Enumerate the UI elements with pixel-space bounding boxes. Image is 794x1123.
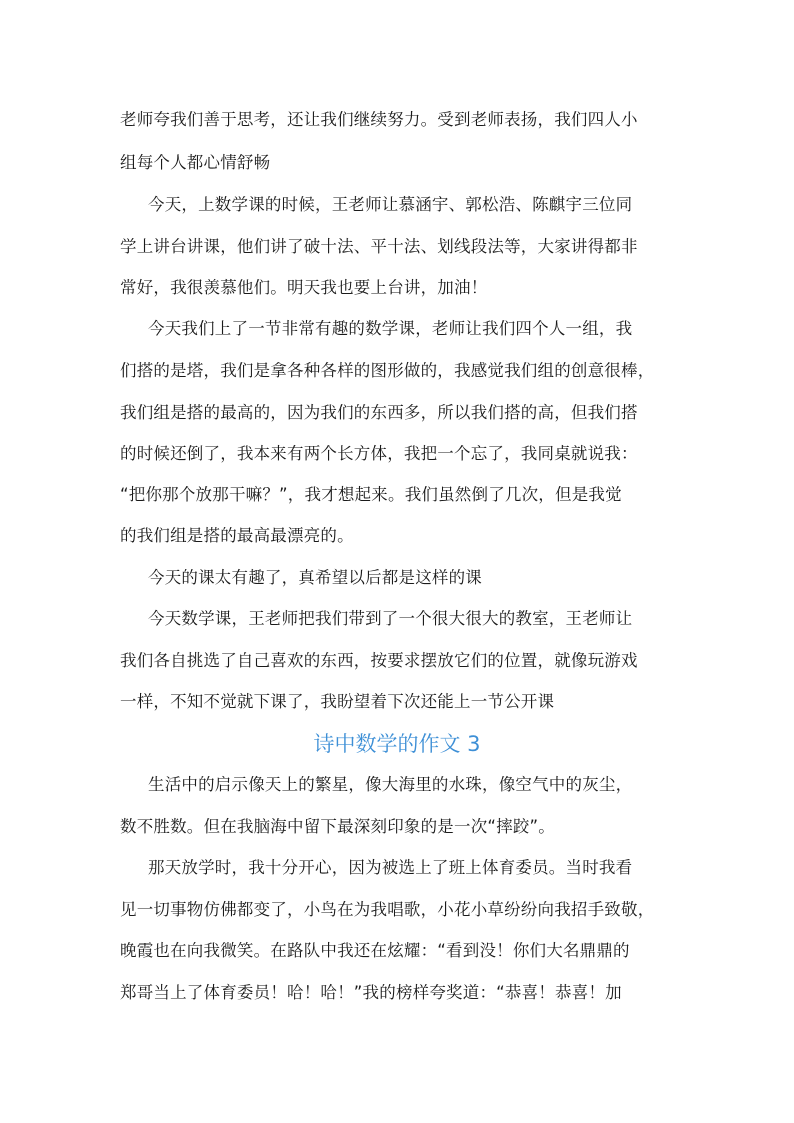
- text-line: 我们组是搭的最高的，因为我们的东西多，所以我们搭的高，但我们搭: [120, 403, 638, 422]
- text-line: 的我们组是搭的最高最漂亮的。: [120, 526, 354, 545]
- text-line: 的时候还倒了，我本来有两个长方体，我把一个忘了，我同桌就说我：: [120, 444, 638, 463]
- text-line: 今天的课太有趣了，真希望以后都是这样的课: [148, 568, 482, 587]
- text-line: 我们各自挑选了自己喜欢的东西，按要求摆放它们的位置，就像玩游戏: [120, 651, 638, 670]
- text-line: 今天，上数学课的时候，王老师让慕涵宇、郭松浩、陈麒宇三位同: [148, 195, 633, 214]
- text-line: 晚霞也在向我微笑。在路队中我还在炫耀：“看到没！你们大名鼎鼎的: [120, 941, 630, 960]
- text-line: 们搭的是塔，我们是拿各种各样的图形做的，我感觉我们组的创意很棒，: [120, 361, 655, 380]
- text-line: 老师夸我们善于思考，还让我们继续努力。受到老师表扬，我们四人小: [120, 110, 638, 129]
- text-line: “把你那个放那干嘛？”，我才想起来。我们虽然倒了几次，但是我觉: [120, 485, 622, 504]
- text-line: 郑哥当上了体育委员！哈！哈！”我的榜样夸奖道：“恭喜！恭喜！加: [120, 983, 622, 1002]
- text-line: 数不胜数。但在我脑海中留下最深刻印象的是一次“摔跤”。: [120, 817, 555, 836]
- text-line: 见一切事物仿佛都变了，小鸟在为我唱歌，小花小草纷纷向我招手致敬，: [120, 900, 655, 919]
- text-line: 组每个人都心情舒畅: [120, 153, 271, 172]
- text-line: 常好，我很羡慕他们。明天我也要上台讲，加油！: [120, 278, 488, 297]
- text-line: 那天放学时，我十分开心，因为被选上了班上体育委员。当时我看: [148, 858, 633, 877]
- text-line: 一样，不知不觉就下课了，我盼望着下次还能上一节公开课: [120, 692, 555, 711]
- text-line: 今天我们上了一节非常有趣的数学课，老师让我们四个人一组，我: [148, 319, 633, 338]
- section-heading: 诗中数学的作文 3: [313, 732, 481, 756]
- text-line: 学上讲台讲课，他们讲了破十法、平十法、划线段法等，大家讲得都非: [120, 237, 638, 256]
- text-line: 生活中的启示像天上的繁星，像大海里的水珠，像空气中的灰尘，: [148, 775, 633, 794]
- text-line: 今天数学课，王老师把我们带到了一个很大很大的教室，王老师让: [148, 609, 633, 628]
